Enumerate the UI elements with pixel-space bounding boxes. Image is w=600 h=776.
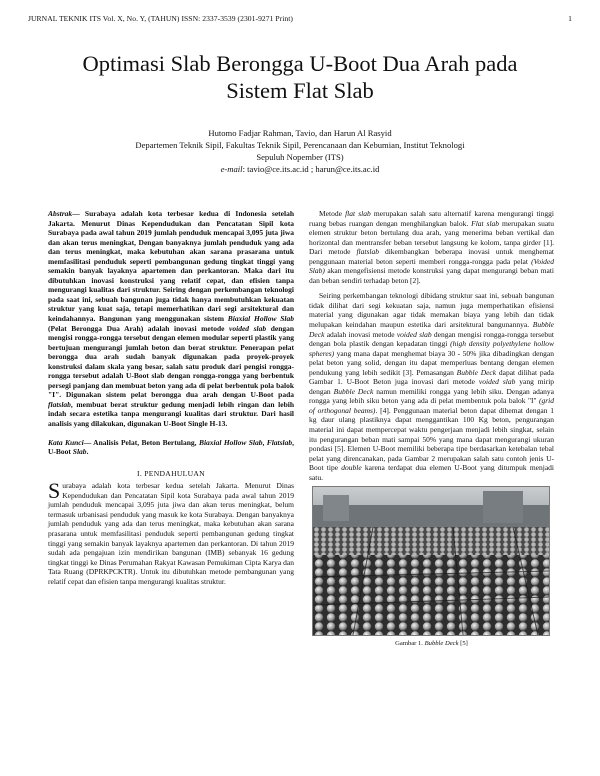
affiliation-line-1: Departemen Teknik Sipil, Fakultas Teknik Sipil, Perencanaan dan Kebumian, Institut Teknologi	[135, 140, 465, 150]
page-number: 1	[568, 14, 572, 23]
paragraph-flat-slab: Metode flat slab merupakan salah satu alternatif karena mengurangi tinggi ruang bebas ruangan dengan menghilangkan balok. Flat slab merupakan suatu elemen struktur beton bertulang dua arah, yang menerima beban vertikal dan horizontal dan mentransfer beban tersebut langsung ke kolom, tanpa girder [1]. Dari metode flatslab dikembangkan beberapa inovasi untuk menghemat penggunaan material beton seperti memberi rongga-rongga pada pelat (Voided Slab) akan mengefisiensi metode konstruksi yang dapat mengurangi beban mati dan beban sendiri terhadap beton [2].	[309, 209, 555, 285]
author-names: Hutomo Fadjar Rahman, Tavio, dan Harun Al Rasyid	[208, 128, 392, 138]
email-label: e-mail	[220, 164, 243, 174]
email-addresses[interactable]: : tavio@ce.its.ac.id ; harun@ce.its.ac.id	[242, 164, 380, 174]
author-block	[40, 127, 560, 175]
keywords-label: Kata Kunci	[48, 437, 84, 447]
affiliation-line-2: Sepuluh Nopember (ITS)	[256, 152, 344, 162]
left-column	[48, 209, 294, 586]
journal-header: JURNAL TEKNIK ITS Vol. X, No. Y, (TAHUN) ISSN: 2337-3539 (2301-9271 Print)	[28, 14, 294, 23]
paper-title	[40, 50, 560, 104]
keywords: Kata Kunci— Analisis Pelat, Beton Bertulang, Biaxial Hollow Slab, Flatslab, U-Boot Slab.	[48, 437, 295, 457]
drop-cap: S	[48, 478, 61, 504]
figure-caption: Gambar 1. Bubble Deck [5]	[395, 640, 468, 648]
email-line	[40, 163, 560, 175]
intro-paragraph: Surabaya adalah kota terbesar kedua setelah Jakarta. Menurut Dinas Kependudukan dan Pencatatan Sipil kota Surabaya pada awal tahun 2019 jumlah penduduk mencapai 3,095 juta jiwa dan akan terus meningkat, belum termasuk urbanisasi penduduk yang masuk ke kota Surabaya. Dengan banyaknya jumlah penduduk yang ada dan terus meningkat, maka kebutuhan akan sarana prasarana untuk memfasilitasi penduduk seperti pembangunan gedung tingkat tinggi yang semakin banyak layaknya apartemen dan perkantoran. Di tahun 2019 sudah ada pengajuan izin mendirikan bangunan (IMB) sebanyak 16 gedung tingkat tinggi ke Dinas Perumahan Rakyat Kawasan Pemukiman Cipta Karya dan Tata Ruang (DPRKPCKTR). Untuk itu dibutuhkan metode pembangunan yang relatif cepat dan efisien tanpa mengurangi kualitas struktur.	[48, 478, 294, 586]
section-heading: I. PENDAHULUAN	[137, 468, 205, 478]
bubble-deck-photo	[312, 486, 550, 636]
abstract: Abstrak— Surabaya adalah kota terbesar kedua di Indonesia setelah Jakarta. Menurut Dinas Kependudukan dan Pencatatan Sipil kota Surabaya pada awal tahun 2019 jumlah penduduk mencapai 3,095 juta jiwa dan akan terus meningkat, Dengan banyaknya jumlah penduduk yang ada dan terus meningkat, maka kebutuhan akan sarana prasarana untuk memfasilitasi penduduk seperti pembangunan gedung tingkat tinggi yang semakin banyak layaknya apartemen dan perkantoran. Maka dari itu dibutuhkan inovasi konstruksi yang relatif cepat, dan efisien tanpa mengurangi kualitas dari struktur. Seiring dengan perkembangan teknologi pada saat ini, sebuah bangunan juga tidak hanya membutuhkan kekuatan struktur yang kuat saja, tetapi memerhatikan dari segi arsitektural dan keindahannya. Bangunan yang menggunakan sistem Biaxial Hollow Slab (Pelat Berongga Dua Arah) adalah inovasi metode voided slab dengan mengisi rongga-rongga tersebut dengan elemen modular seperti plastik yang bertujuan mengurangi jumlah beton dan berat struktur. Penerapan pelat berongga dua arah sudah banyak digunakan pada proyek-proyek konstruksi dalam skala yang besar, salah satu produk dari pengisi rongga-rongga tersebut adalah U-Boot slab dengan rongga-rongga yang berbentuk persegi panjang dan membuat beton yang ada di pelat berbentuk pola balok "I". Digunakan sistem pelat berongga dua arah dengan U-Boot pada flatslab, membuat berat struktur gedung menjadi lebih ringan dan lebih indah secara estetika tanpa mengurangi kualitas dari struktur. Dari hasil analisis yang dilakukan, digunakan U-Boot Single H-13.	[48, 209, 295, 429]
bubble-deck-image	[313, 487, 549, 635]
title-line-1: Optimasi Slab Berongga U-Boot Dua Arah pada	[82, 51, 518, 76]
abstract-label: Abstrak	[48, 209, 73, 218]
title-line-2: Sistem Flat Slab	[226, 78, 374, 103]
paragraph-technology: Seiring perkembangan teknologi dibidang struktur saat ini, sebuah bangunan tidak dilihat dari segi kekuatan saja, namun juga memperhatikan efisiensi material yang digunakan agar tidak memakan biaya yang lebih dan tidak melupakan keindahan maupun estetika dari arsitektural bangunannya. Bubble Deck adalah inovasi metode voided slab dengan mengisi rongga-rongga tersebut dengan bola plastik dengan kepadatan tinggi (high density polyethylene hollow spheres) yang mana dapat menghemat biaya 30 - 50% jika dibadingkan dengan pelat beton yang solid, dengan itu dapat memperluas bentang dengan elemen pendukung yang lebih sedikit [3]. Pemasangan Bubble Deck dapat dilihat pada Gambar 1. U-Boot Beton juga inovasi dari metode voided slab yang mirip dengan Bubble Deck namun memiliki rongga yang lebih siku. Dengan adanya rongga yang lebih siku beton yang ada di pelat membentuk pola balok "I" (grid of orthogonal beams). [4]. Penggunaan material beton dapat dihemat dengan 1 kg daur ulang plastiknya dapat menggantikan 100 Kg beton, pengurangan material ini dapat mempercepat waktu pengerjaan menjadi lebih singkat, selain itu pengurangan beban mati sampai 50% yang mana dapat mengurangi ukuran pondasi [5]. Elemen U-Boot memiliki beberapa tipe berdasarkan ketebalan tebal pelat yang direncanakan, pada Gambar 2 merupakan salah satu contoh jenis U-Boot tipe double karena terdapat dua elemen U-Boot yang ditumpuk menjadi satu.	[309, 291, 555, 482]
right-column	[309, 209, 554, 649]
running-header	[28, 14, 572, 26]
